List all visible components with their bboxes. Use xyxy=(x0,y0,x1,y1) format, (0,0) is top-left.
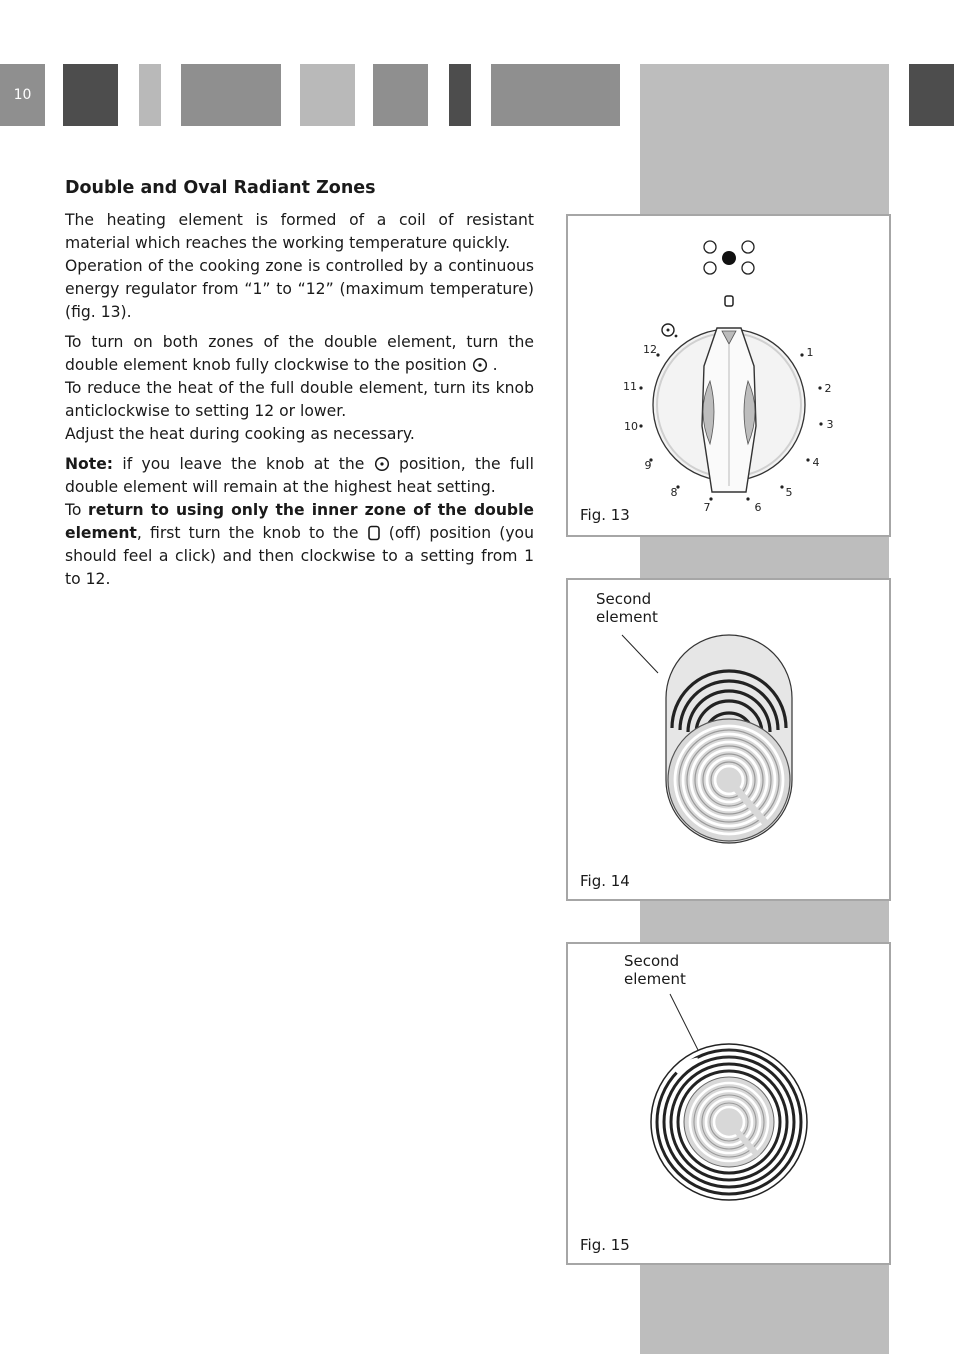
callout-text: element xyxy=(624,970,686,988)
paragraph xyxy=(65,499,534,591)
off-position-icon xyxy=(367,525,381,541)
text-span: To turn on both zones of the double element, turn the double element knob fully clockwise to the position xyxy=(65,333,534,374)
callout-text: Second xyxy=(624,952,680,970)
paragraph: Adjust the heat during cooking as necessary. xyxy=(65,425,415,443)
callout-text: Second xyxy=(596,590,652,608)
control-knob-illustration xyxy=(568,216,889,535)
paragraph: To reduce the heat of the full double element, turn its knob anticlockwise to setting 12 or lower. xyxy=(65,379,534,420)
header-bar xyxy=(373,64,428,126)
off-position-icon xyxy=(725,296,733,306)
page-number: 10 xyxy=(0,64,45,126)
dial-number-label: 2 xyxy=(824,382,832,395)
note-label: Note: xyxy=(65,455,114,473)
dial-number-label: 4 xyxy=(812,456,820,469)
text-span: . xyxy=(492,356,498,374)
note-paragraph xyxy=(65,453,534,499)
dial-number-label: 12 xyxy=(643,343,657,356)
figure-15 xyxy=(566,942,891,1265)
figure-caption: Fig. 15 xyxy=(580,1236,630,1254)
dial-number-label: 10 xyxy=(624,420,638,433)
figure-13 xyxy=(566,214,891,537)
header-bar xyxy=(449,64,471,126)
text-span: To xyxy=(65,501,82,519)
body-text xyxy=(65,209,534,591)
circular-radiant-zone-illustration xyxy=(568,944,889,1263)
paragraph xyxy=(65,331,534,377)
section-heading: Double and Oval Radiant Zones xyxy=(65,178,376,198)
dial-number-label: 3 xyxy=(826,418,834,431)
paragraph: Operation of the cooking zone is controlled by a continuous energy regulator from “1” to “12” (maximum temperature) (fig. 13). xyxy=(65,257,534,321)
header-bar xyxy=(491,64,620,126)
header-bar xyxy=(909,64,954,126)
text-span: (off) position (you should feel a click) and then clockwise to a setting from 1 to 12. xyxy=(65,524,534,588)
header-bar xyxy=(181,64,281,126)
header-bar xyxy=(300,64,355,126)
paragraph: The heating element is formed of a coil of resistant material which reaches the working temperature quickly. xyxy=(65,211,534,252)
text-span: if you leave the knob at the xyxy=(122,455,365,473)
oval-radiant-zone-illustration xyxy=(568,580,889,899)
dial-number-label: 11 xyxy=(623,380,637,393)
zone-indicator-icon xyxy=(704,241,754,274)
figure-caption: Fig. 13 xyxy=(580,506,630,524)
dial-number-label: 9 xyxy=(644,459,652,472)
dial-number-label: 5 xyxy=(785,486,793,499)
dial-number-label: 8 xyxy=(670,486,678,499)
dial-number-label: 1 xyxy=(806,346,814,359)
figure-14 xyxy=(566,578,891,901)
dial-number-label: 7 xyxy=(703,501,711,514)
text-span: position, the full double element will remain at the highest heat setting. xyxy=(65,455,534,496)
dial-number-label: 6 xyxy=(754,501,762,514)
header-bar xyxy=(139,64,161,126)
figure-caption: Fig. 14 xyxy=(580,872,630,890)
double-zone-icon xyxy=(472,357,488,373)
text-span: , first turn the knob to the xyxy=(136,524,359,542)
bold-text: return to using only the inner zone of the double element xyxy=(65,501,534,542)
callout-text: element xyxy=(596,608,658,626)
header-bar xyxy=(63,64,118,126)
double-zone-icon xyxy=(662,324,677,337)
double-zone-icon xyxy=(374,456,390,472)
